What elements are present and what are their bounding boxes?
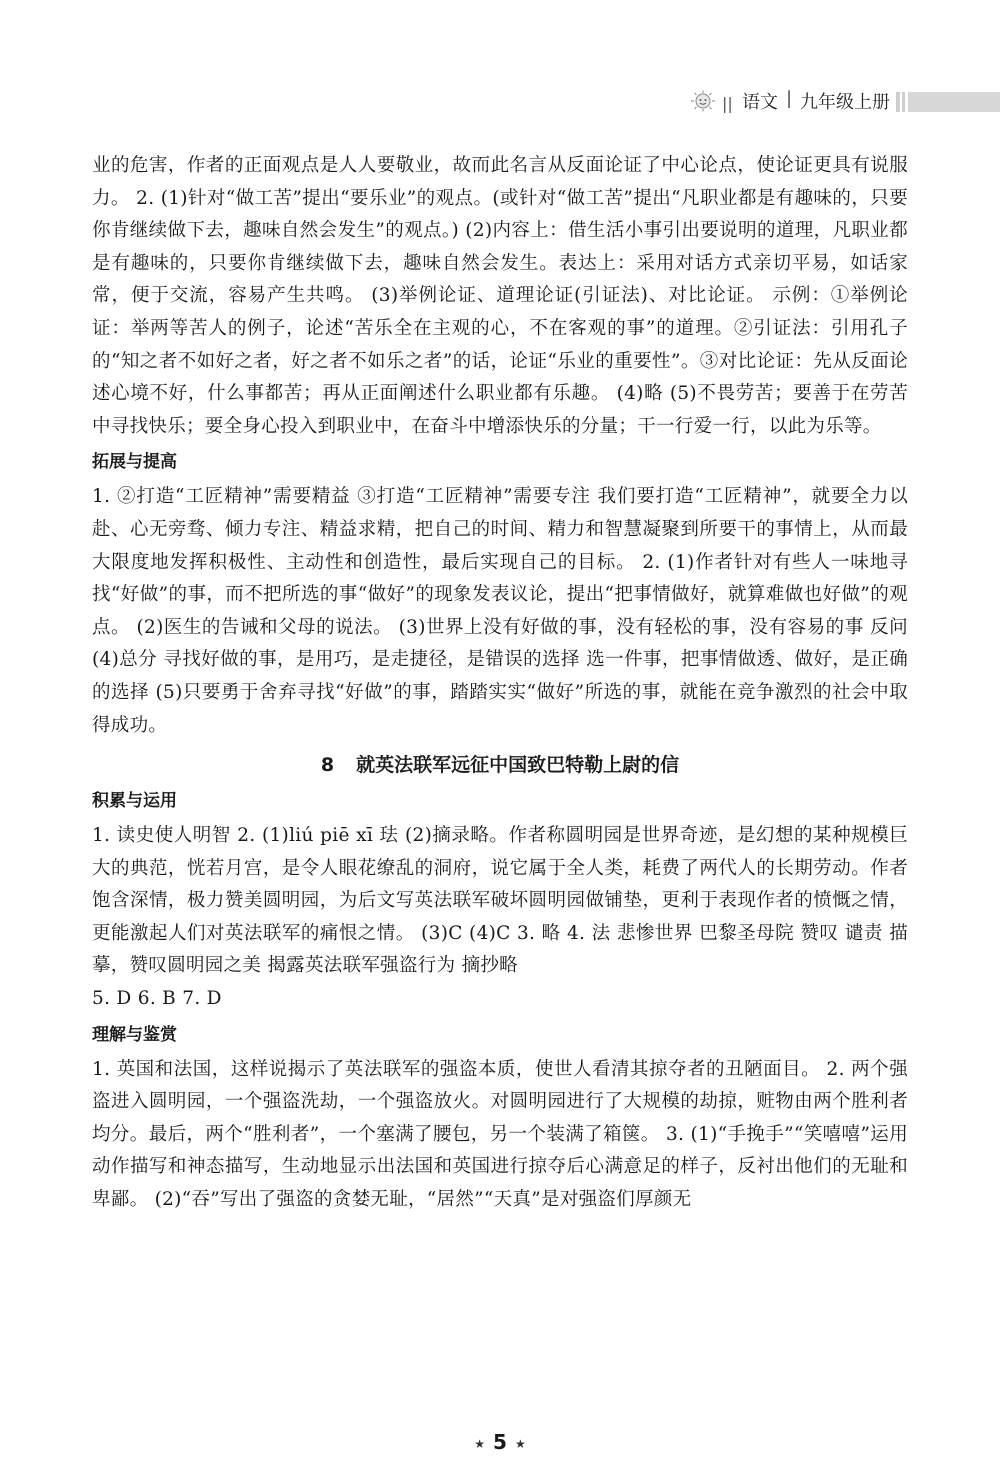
header-decor-bar: [908, 92, 1000, 112]
page-footer: [0, 1430, 1000, 1454]
lesson-title-text: 就英法联军远征中国致巴特勒上尉的信: [356, 754, 680, 777]
page-number: 5: [493, 1430, 507, 1454]
answer-paragraph: 1. 读史使人明智 2. (1)liú piē xī 珐 (2)摘录略。作者称圆明园是世界奇迹，是幻想的某种规模巨大的典范，恍若月宫，是令人眼花缭乱的洞府，说它属于全人类，耗费了两代人的长期劳动。作者饱含深情，极力赞美圆明园，为后文写英法联军破坏圆明园做铺垫，更利于表现作者的愤慨之情，更能激起人们对英法联军的痛恨之情。 (3)C (4)C 3. 略 4. 法 悲惨世界 巴黎圣母院 赞叹 谴责 描摹，赞叹圆明园之美 揭露英法联军强盗行为 摘抄略: [92, 825, 908, 977]
sun-logo-icon: [690, 90, 716, 112]
lesson-title: [92, 748, 908, 782]
header-divider-bars: ||: [722, 94, 733, 113]
lesson-number: 8: [320, 754, 335, 777]
header-decor-stripe: [902, 92, 905, 112]
page-header: [682, 84, 1000, 118]
star-icon: ★: [514, 1436, 526, 1451]
section-heading: 拓展与提高: [92, 452, 177, 473]
answer-content: [92, 150, 908, 1217]
subject-label: 语文: [742, 92, 778, 113]
section-heading: 理解与鉴赏: [92, 1024, 177, 1045]
header-decor-stripe: [896, 92, 900, 112]
section-heading: 积累与运用: [92, 791, 177, 812]
answer-paragraph: 1. ②打造“工匠精神”需要精益 ③打造“工匠精神”需要专注 我们要打造“工匠精神”，就要全力以赴、心无旁骛、倾力专注、精益求精，把自己的时间、精力和智慧凝聚到所要干的事情上，从而最大限度地发挥积极性、主动性和创造性，最后实现自己的目标。 2. (1)作者针对有些人一味地寻找“好做”的事，而不把所选的事“做好”的现象发表议论，提出“把事情做好，就算难做也好做”的观点。 (2)医生的告诫和父母的说法。 (3)世界上没有好做的事，没有轻松的事，没有容易的事 反问 (4)总分 寻找好做的事，是用巧，是走捷径，是错误的选择 选一件事，把事情做透、做好，是正确的选择 (5)只要勇于舍弃寻找“好做”的事，踏踏实实“做好”所选的事，就能在竞争激烈的社会中取得成功。: [92, 486, 908, 736]
header-separator: |: [786, 88, 793, 109]
answer-paragraph: 5. D 6. B 7. D: [92, 988, 222, 1010]
grade-label: 九年级上册: [800, 92, 890, 113]
answer-paragraph: 1. 英国和法国，这样说揭示了英法联军的强盗本质，使世人看清其掠夺者的丑陋面目。 2. 两个强盗进入圆明园，一个强盗洗劫，一个强盗放火。对圆明园进行了大规模的劫掠，赃物由两个胜利者均分。最后，两个“胜利者”，一个塞满了腰包，另一个装满了箱箧。 3. (1)“手挽手”“笑嘻嘻”运用动作描写和神态描写，生动地显示出法国和英国进行掠夺后心满意足的样子，反衬出他们的无耻和卑鄙。 (2)“吞”写出了强盗的贪婪无耻，“居然”“天真”是对强盗们厚颜无: [92, 1058, 908, 1211]
star-icon: ★: [474, 1436, 486, 1451]
answer-paragraph: 业的危害，作者的正面观点是人人要敬业，故而此名言从反面论证了中心论点，使论证更具有说服力。 2. (1)针对“做工苦”提出“要乐业”的观点。(或针对“做工苦”提出“凡职业都是有趣味的，只要你肯继续做下去，趣味自然会发生”的观点。) (2)内容上：借生活小事引出要说明的道理，凡职业都是有趣味的，只要你肯继续做下去，趣味自然会发生。表达上：采用对话方式亲切平易，如话家常，便于交流，容易产生共鸣。 (3)举例论证、道理论证(引证法)、对比论证。 示例：①举例论证：举两等苦人的例子，论述“苦乐全在主观的心，不在客观的事”的道理。②引证法：引用孔子的“知之者不如好之者，好之者不如乐之者”的话，论证“乐业的重要性”。③对比论证：先从反面论述心境不好，什么事都苦；再从正面阐述什么职业都有乐趣。 (4)略 (5)不畏劳苦；要善于在劳苦中寻找快乐；要全身心投入到职业中，在奋斗中增添快乐的分量；干一行爱一行，以此为乐等。: [92, 155, 908, 437]
